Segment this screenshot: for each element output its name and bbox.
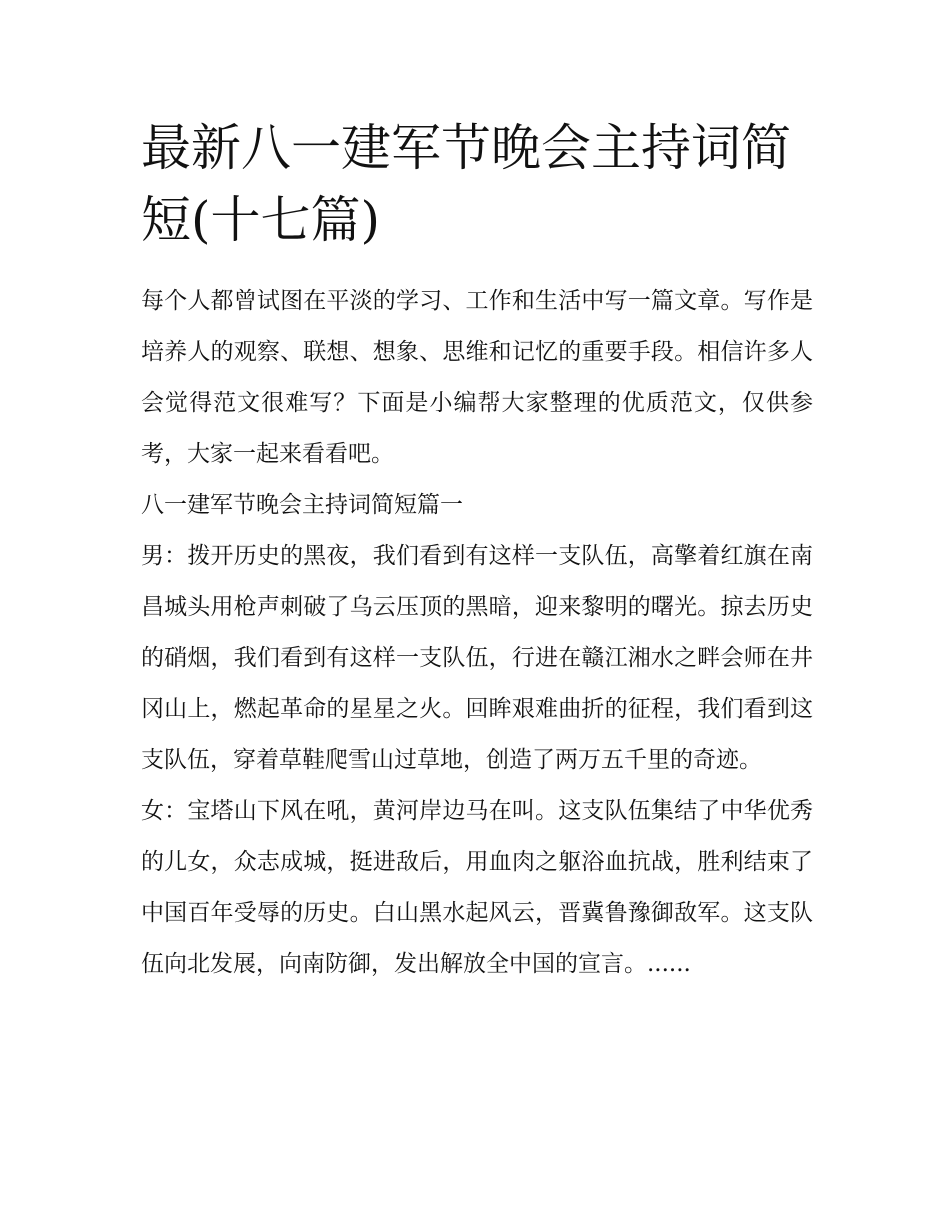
document-content	[141, 112, 813, 990]
section-heading: 八一建军节晚会主持词简短篇一	[141, 492, 463, 518]
paragraph-male-host: 男：拨开历史的黑夜，我们看到有这样一支队伍，高擎着红旗在南昌城头用枪声刺破了乌云压顶的黑暗，迎来黎明的曙光。掠去历史的硝烟，我们看到有这样一支队伍，行进在赣江湘水之畔会师在井冈山上，燃起革命的星星之火。回眸艰难曲折的征程，我们看到这支队伍，穿着草鞋爬雪山过草地，创造了两万五千里的奇迹。	[141, 543, 813, 773]
document-body	[141, 276, 813, 990]
document-title: 最新八一建军节晚会主持词简短(十七篇)	[141, 119, 791, 249]
paragraph-female-host: 女：宝塔山下风在吼，黄河岸边马在叫。这支队伍集结了中华优秀的儿女，众志成城，挺进敌后，用血肉之躯浴血抗战，胜利结束了中国百年受辱的历史。白山黑水起风云，晋冀鲁豫御敌军。这支队伍向北发展，向南防御，发出解放全中国的宣言。......	[141, 798, 813, 977]
intro-paragraph: 每个人都曾试图在平淡的学习、工作和生活中写一篇文章。写作是培养人的观察、联想、想象、思维和记忆的重要手段。相信许多人会觉得范文很难写？下面是小编帮大家整理的优质范文，仅供参考，大家一起来看看吧。	[141, 288, 813, 467]
